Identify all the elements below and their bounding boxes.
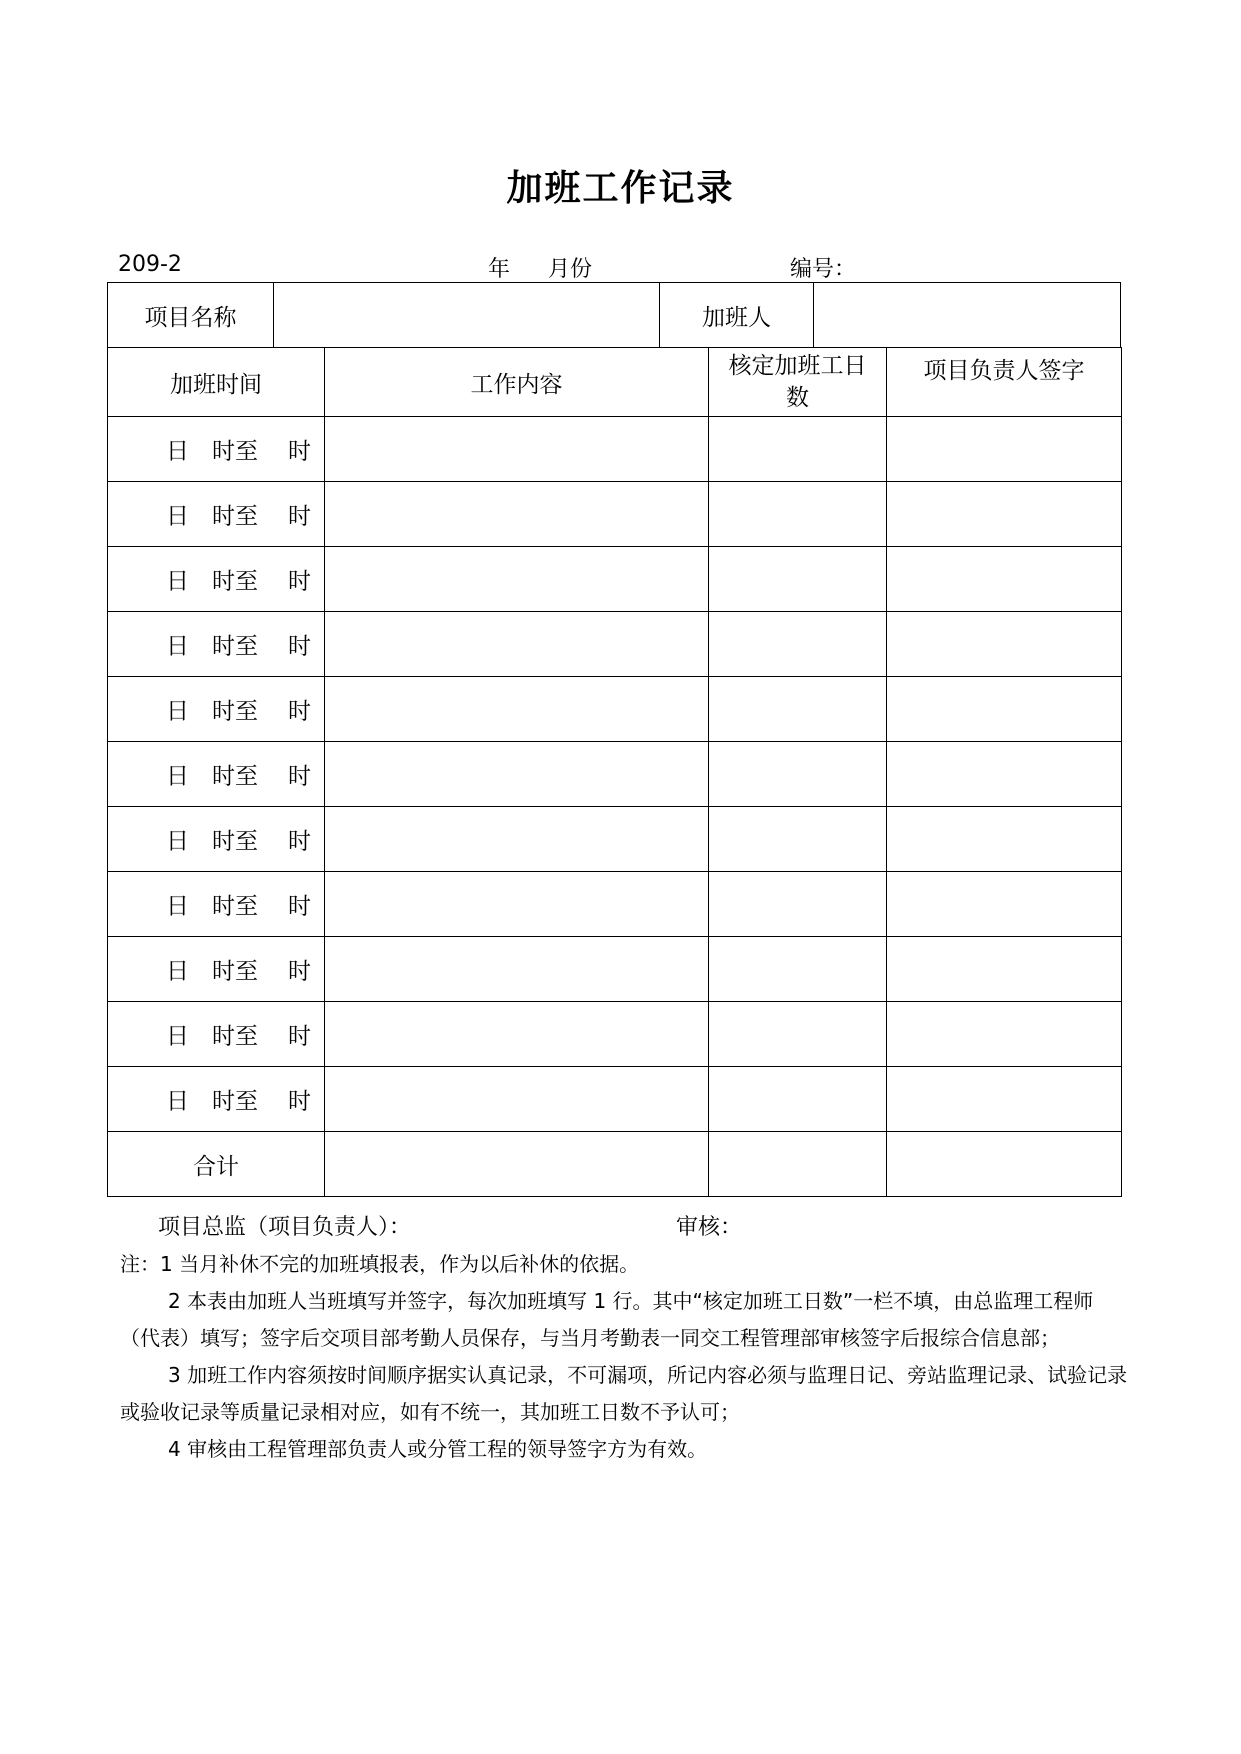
overtime-time-cell[interactable]: [108, 1067, 325, 1132]
approved-days-cell[interactable]: [709, 937, 887, 1002]
overtime-time-cell[interactable]: [108, 417, 325, 482]
note-3: 3 加班工作内容须按时间顺序据实认真记录，不可漏项，所记内容必须与监理日记、旁站监理记录、试验记录或验收记录等质量记录相对应，如有不统一，其加班工日数不予认可；: [120, 1363, 1128, 1424]
approved-days-cell[interactable]: [709, 417, 887, 482]
signature-cell[interactable]: [887, 417, 1122, 482]
header-overtime-time: 加班时间: [108, 348, 325, 417]
note-1: 注：1 当月补休不完的加班填报表，作为以后补休的依据。: [120, 1252, 640, 1276]
signature-cell[interactable]: [887, 677, 1122, 742]
hour-from-label: 时至: [212, 763, 258, 790]
approved-days-cell[interactable]: [709, 482, 887, 547]
table-row: [108, 482, 1122, 547]
work-content-cell[interactable]: [325, 547, 709, 612]
hour-from-label: 时至: [212, 438, 258, 465]
table-row: [108, 547, 1122, 612]
signature-cell[interactable]: [887, 612, 1122, 677]
hour-from-label: 时至: [212, 1023, 258, 1050]
hour-from-label: 时至: [212, 893, 258, 920]
table-row: [108, 937, 1122, 1002]
day-label: 日: [166, 1088, 189, 1115]
signature-cell[interactable]: [887, 937, 1122, 1002]
hour-to-label: 时: [288, 438, 311, 465]
hour-to-label: 时: [288, 1023, 311, 1050]
hour-to-label: 时: [288, 633, 311, 660]
overtime-time-cell[interactable]: [108, 872, 325, 937]
day-label: 日: [166, 438, 189, 465]
work-content-cell[interactable]: [325, 677, 709, 742]
signature-cell[interactable]: [887, 1002, 1122, 1067]
hour-from-label: 时至: [212, 503, 258, 530]
work-content-cell[interactable]: [325, 1067, 709, 1132]
header-approved-days-line2: 数: [786, 385, 809, 411]
approved-days-cell[interactable]: [709, 1067, 887, 1132]
note-2: 2 本表由加班人当班填写并签字，每次加班填写 1 行。其中“核定加班工日数”一栏不填，由总监理工程师（代表）填写；签字后交项目部考勤人员保存，与当月考勤表一同交工程管理部审核签字后报综合信息部；: [120, 1289, 1094, 1350]
overtime-table: [107, 347, 1122, 1197]
note-4: 4 审核由工程管理部负责人或分管工程的领导签字方为有效。: [168, 1437, 708, 1461]
total-days-cell[interactable]: [709, 1132, 887, 1197]
approved-days-cell[interactable]: [709, 807, 887, 872]
project-info-row: [107, 282, 1121, 348]
work-content-cell[interactable]: [325, 417, 709, 482]
total-label: 合计: [108, 1132, 325, 1197]
overtime-person-field[interactable]: [814, 283, 1120, 347]
table-row: [108, 742, 1122, 807]
hour-to-label: 时: [288, 763, 311, 790]
approved-days-cell[interactable]: [709, 612, 887, 677]
project-name-field[interactable]: [274, 283, 660, 347]
work-content-cell[interactable]: [325, 1002, 709, 1067]
overtime-time-cell[interactable]: [108, 937, 325, 1002]
hour-to-label: 时: [288, 698, 311, 725]
day-label: 日: [166, 1023, 189, 1050]
work-content-cell[interactable]: [325, 807, 709, 872]
total-content-cell[interactable]: [325, 1132, 709, 1197]
day-label: 日: [166, 568, 189, 595]
month-label: 月份: [548, 257, 593, 282]
header-approved-days-line1: 核定加班工日: [728, 353, 867, 379]
overtime-time-cell[interactable]: [108, 482, 325, 547]
approved-days-cell[interactable]: [709, 872, 887, 937]
table-row: [108, 417, 1122, 482]
header-work-content: 工作内容: [325, 348, 709, 417]
work-content-cell[interactable]: [325, 482, 709, 547]
signature-cell[interactable]: [887, 742, 1122, 807]
day-label: 日: [166, 958, 189, 985]
number-label: 编号：: [790, 257, 857, 282]
signature-cell[interactable]: [887, 872, 1122, 937]
hour-from-label: 时至: [212, 633, 258, 660]
overtime-time-cell[interactable]: [108, 807, 325, 872]
year-label: 年: [488, 257, 511, 282]
overtime-person-label: 加班人: [660, 283, 814, 347]
hour-to-label: 时: [288, 568, 311, 595]
signature-cell[interactable]: [887, 547, 1122, 612]
work-content-cell[interactable]: [325, 742, 709, 807]
hour-to-label: 时: [288, 958, 311, 985]
table-row: [108, 612, 1122, 677]
hour-from-label: 时至: [212, 1088, 258, 1115]
hour-to-label: 时: [288, 1088, 311, 1115]
table-row: [108, 807, 1122, 872]
notes: [120, 1246, 1130, 1468]
table-row: [108, 1067, 1122, 1132]
work-content-cell[interactable]: [325, 937, 709, 1002]
signature-cell[interactable]: [887, 482, 1122, 547]
page-title: 加班工作记录: [506, 168, 735, 209]
day-label: 日: [166, 698, 189, 725]
total-signature-cell[interactable]: [887, 1132, 1122, 1197]
hour-to-label: 时: [288, 503, 311, 530]
day-label: 日: [166, 633, 189, 660]
approved-days-cell[interactable]: [709, 547, 887, 612]
supervisor-signature-label: 项目总监（项目负责人）：: [158, 1215, 412, 1240]
table-row: [108, 677, 1122, 742]
table-header-row: [108, 348, 1122, 417]
work-content-cell[interactable]: [325, 872, 709, 937]
table-row: [108, 872, 1122, 937]
total-row: [108, 1132, 1122, 1197]
hour-from-label: 时至: [212, 698, 258, 725]
form-code: 209-2: [118, 252, 182, 277]
day-label: 日: [166, 828, 189, 855]
day-label: 日: [166, 763, 189, 790]
project-name-label: 项目名称: [108, 283, 274, 347]
hour-from-label: 时至: [212, 828, 258, 855]
review-label: 审核：: [676, 1215, 743, 1240]
table-row: [108, 1002, 1122, 1067]
day-label: 日: [166, 893, 189, 920]
hour-from-label: 时至: [212, 568, 258, 595]
overtime-time-cell[interactable]: [108, 742, 325, 807]
header-manager-signature: 项目负责人签字: [887, 348, 1122, 417]
approved-days-cell[interactable]: [709, 742, 887, 807]
approved-days-cell[interactable]: [709, 677, 887, 742]
hour-from-label: 时至: [212, 958, 258, 985]
day-label: 日: [166, 503, 189, 530]
signature-cell[interactable]: [887, 1067, 1122, 1132]
overtime-time-cell[interactable]: [108, 677, 325, 742]
work-content-cell[interactable]: [325, 612, 709, 677]
approved-days-cell[interactable]: [709, 1002, 887, 1067]
hour-to-label: 时: [288, 828, 311, 855]
overtime-time-cell[interactable]: [108, 1002, 325, 1067]
header-approved-days: [709, 348, 887, 417]
signature-cell[interactable]: [887, 807, 1122, 872]
overtime-time-cell[interactable]: [108, 547, 325, 612]
hour-to-label: 时: [288, 893, 311, 920]
overtime-time-cell[interactable]: [108, 612, 325, 677]
